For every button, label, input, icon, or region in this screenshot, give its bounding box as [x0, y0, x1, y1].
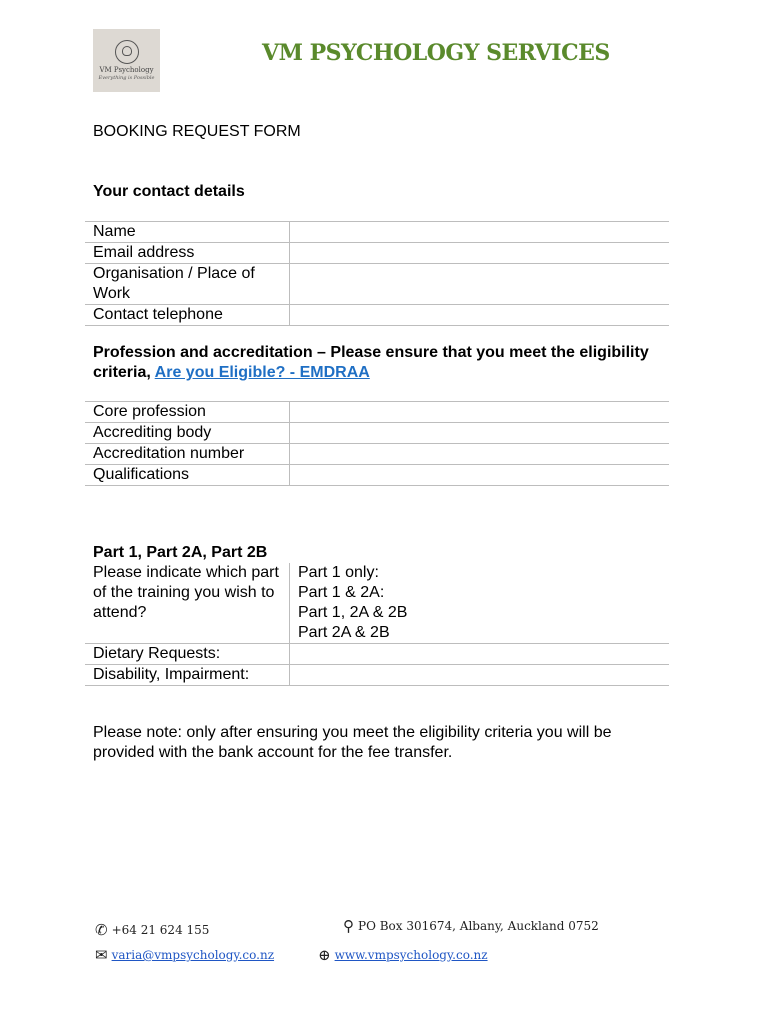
footer-email: [95, 946, 274, 964]
table-row: [85, 264, 669, 305]
logo-line1: VM Psychology: [99, 66, 154, 74]
dietary-field[interactable]: [290, 644, 670, 665]
table-row: [85, 465, 669, 486]
globe-icon: ⊕: [318, 946, 331, 964]
table-row: [85, 402, 669, 423]
field-label: Dietary Requests:: [85, 644, 290, 665]
table-row: [85, 665, 669, 686]
brand-title: VM PSYCHOLOGY SERVICES: [262, 40, 610, 66]
head-logo-icon: [115, 40, 139, 64]
table-row: [85, 563, 669, 644]
table-row: [85, 222, 669, 243]
eligibility-note: Please note: only after ensuring you meet the eligibility criteria you will be provided with the bank account for the fee transfer.: [93, 724, 612, 761]
table-row: [85, 305, 669, 326]
field-label: Accrediting body: [85, 423, 290, 444]
field-label: Disability, Impairment:: [85, 665, 290, 686]
phone-icon: ✆: [95, 921, 108, 939]
organisation-field[interactable]: [290, 264, 670, 305]
training-options: [290, 563, 670, 644]
qualifications-field[interactable]: [290, 465, 670, 486]
training-table: [85, 563, 669, 686]
field-label: Core profession: [85, 402, 290, 423]
location-pin-icon: ⚲: [343, 917, 354, 935]
telephone-field[interactable]: [290, 305, 670, 326]
option-part1-2a[interactable]: Part 1 & 2A:: [298, 584, 385, 601]
logo-line2: Everything is Possible: [98, 75, 155, 81]
contact-table: [85, 221, 669, 326]
name-field[interactable]: [290, 222, 670, 243]
footer-website: [318, 946, 488, 964]
disability-field[interactable]: [290, 665, 670, 686]
field-label: Email address: [85, 243, 290, 264]
table-row: [85, 444, 669, 465]
field-label: Organisation / Place of Work: [85, 264, 290, 305]
form-title: BOOKING REQUEST FORM: [93, 123, 301, 140]
training-question: Please indicate which part of the training you wish to attend?: [85, 563, 290, 644]
training-heading: Part 1, Part 2A, Part 2B: [93, 544, 268, 561]
table-row: [85, 423, 669, 444]
footer-address: [343, 917, 599, 935]
profession-heading-text: Profession and accreditation – Please ensure that you meet the eligibility criteria,: [93, 344, 649, 381]
option-part2a-2b[interactable]: Part 2A & 2B: [298, 624, 390, 641]
option-part1-2a-2b[interactable]: Part 1, 2A & 2B: [298, 604, 408, 621]
mail-icon: ✉: [95, 946, 108, 964]
eligibility-link[interactable]: Are you Eligible? - EMDRAA: [154, 364, 370, 381]
option-part1[interactable]: Part 1 only:: [298, 564, 379, 581]
field-label: Name: [85, 222, 290, 243]
email-field[interactable]: [290, 243, 670, 264]
accreditation-number-field[interactable]: [290, 444, 670, 465]
field-label: Qualifications: [85, 465, 290, 486]
profession-table: [85, 401, 669, 486]
profession-heading: [93, 343, 663, 383]
core-profession-field[interactable]: [290, 402, 670, 423]
field-label: Accreditation number: [85, 444, 290, 465]
table-row: [85, 644, 669, 665]
table-row: [85, 243, 669, 264]
phone-text: +64 21 624 155: [111, 923, 210, 937]
company-logo: [93, 29, 160, 92]
website-link[interactable]: www.vmpsychology.co.nz: [334, 948, 488, 962]
field-label: Contact telephone: [85, 305, 290, 326]
email-link[interactable]: varia@vmpsychology.co.nz: [111, 948, 275, 962]
address-text: PO Box 301674, Albany, Auckland 0752: [358, 919, 599, 933]
footer-phone: [95, 921, 209, 939]
contact-heading: Your contact details: [93, 183, 245, 200]
accrediting-body-field[interactable]: [290, 423, 670, 444]
